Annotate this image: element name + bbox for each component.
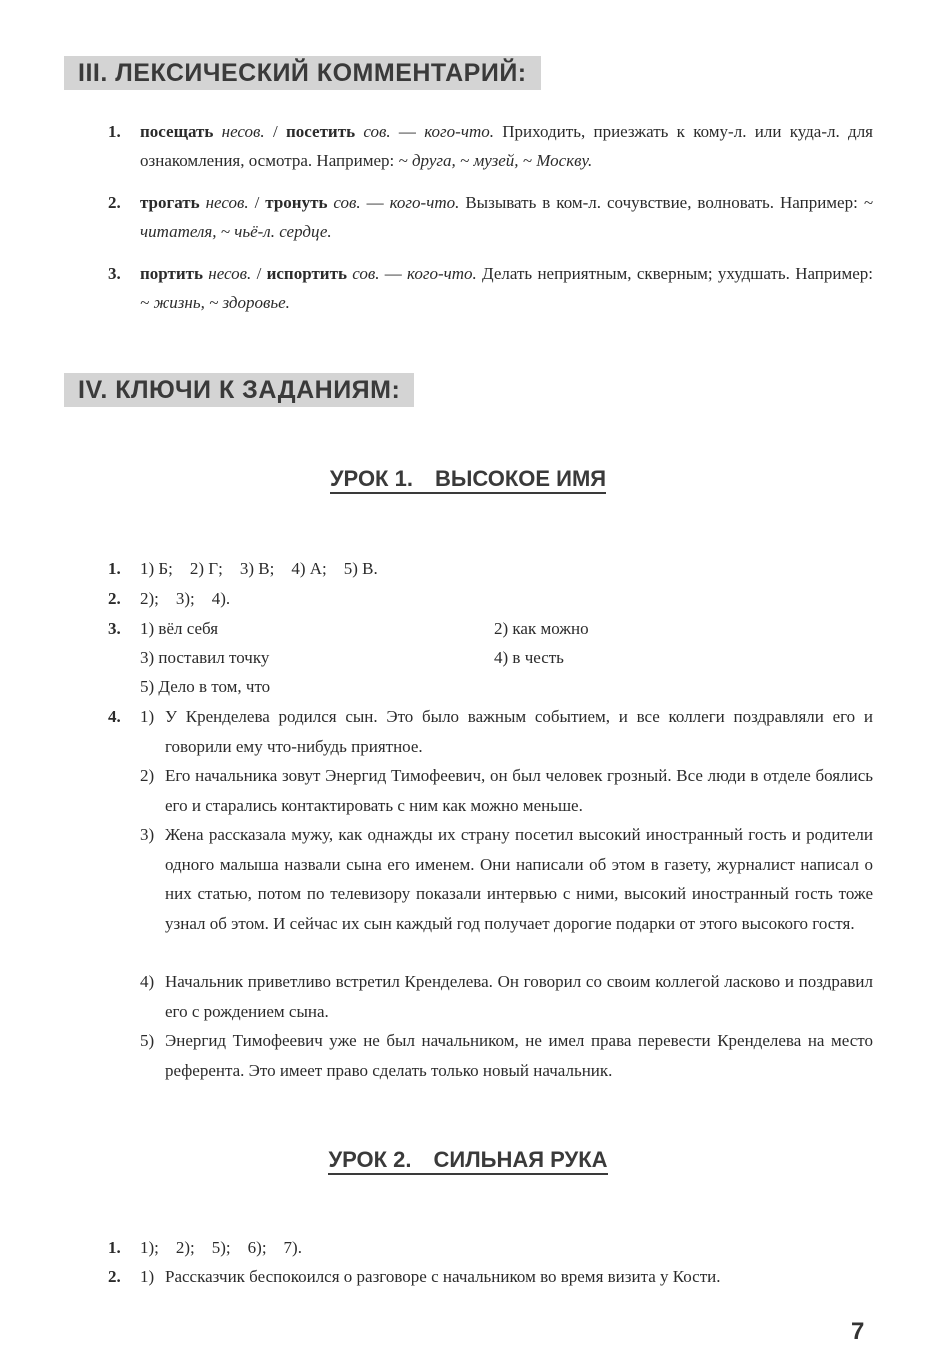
sub-number: 3) (140, 825, 155, 844)
sub-text: У Кренделева родился сын. Это было важным событием, и все коллеги поздравляли его и говорили ему что-нибудь приятное. (165, 707, 873, 756)
answer-4-item (140, 1026, 873, 1085)
answer-number: 1. (108, 559, 121, 578)
headword: тронуть (265, 193, 328, 212)
lexical-entry (108, 188, 873, 246)
headword: трогать (140, 193, 200, 212)
examples: ~ жизнь, ~ здоровье. (140, 293, 290, 312)
sub-text: Начальник приветливо встретил Кренделева. Он говорил со своим коллегой ласково и поздравил его с рождением сына. (165, 972, 873, 1021)
answer-number: 4. (108, 707, 121, 726)
lesson-label: УРОК 2. (328, 1147, 411, 1175)
lesson-1-title (0, 466, 936, 492)
answer-4-item (140, 967, 873, 1026)
government: кого-что. (407, 264, 477, 283)
definition: Делать неприятным, скверным; ухудшать. Например: (476, 264, 874, 283)
lesson-2-title (0, 1147, 936, 1173)
aspect: несов. (221, 122, 265, 141)
headword: испортить (266, 264, 347, 283)
dash: — (390, 122, 425, 141)
answer-number: 1. (108, 1238, 121, 1257)
sub-number: 2) (140, 766, 155, 785)
answer-number: 2. (108, 1267, 121, 1286)
answer-number: 2. (108, 589, 121, 608)
entry-body (140, 188, 873, 246)
answer-1-text: 1); 2); 5); 6); 7). (140, 1238, 302, 1257)
lesson-name: ВЫСОКОЕ ИМЯ (434, 466, 607, 491)
answer-2-item (140, 1262, 873, 1292)
aspect: несов. (208, 264, 252, 283)
headword: портить (140, 264, 204, 283)
examples: ~ читателя, ~ чьё-л. сердце. (140, 193, 873, 241)
answer-3-item: 2) как можно (494, 619, 589, 638)
answer-1-text: 1) Б; 2) Г; 3) В; 4) А; 5) В. (140, 559, 378, 578)
government: кого-что. (424, 122, 494, 141)
answer-3-item: 3) поставил точку (140, 648, 270, 667)
answer-3-item: 4) в честь (494, 648, 564, 667)
page-number: 7 (851, 1318, 865, 1345)
sub-text: Его начальника зовут Энергид Тимофеевич, он был человек грозный. Все люди в отделе боялись его и старались контактировать с ним как можно меньше. (165, 766, 873, 815)
separator: / (248, 193, 266, 212)
headword: посещать (140, 122, 214, 141)
sub-number: 1) (140, 707, 155, 726)
aspect: сов. (363, 122, 391, 141)
answer-number: 3. (108, 619, 121, 638)
examples: ~ друга, ~ музей, ~ Москву. (398, 151, 593, 170)
sub-number: 1) (140, 1267, 155, 1286)
dash: — (360, 193, 390, 212)
headword: посетить (285, 122, 356, 141)
aspect: сов. (352, 264, 380, 283)
entry-body (140, 117, 873, 175)
lexical-entry (108, 259, 873, 317)
dash: — (379, 264, 408, 283)
entry-body (140, 259, 873, 317)
answer-3-item: 5) Дело в том, что (140, 677, 271, 696)
sub-text: Жена рассказала мужу, как однажды их страну посетил высокий иностранный гость и родители одного малыша назвали сына его именем. Они написали об этом в газету, журналист написал о них статью, потом по телевизору показали интервью с ними, высокий иностранный гость тоже узнал об этом. И сейчас их сын каждый год получает дорогие подарки от этого высокого гостя. (165, 825, 873, 933)
entry-number: 2. (108, 193, 121, 212)
definition: Приходить, приезжать к кому-л. или куда-л. для ознакомления, осмотра. Например: (140, 122, 873, 170)
answer-2-text: 2); 3); 4). (140, 589, 231, 608)
entry-number: 3. (108, 264, 121, 283)
separator: / (264, 122, 286, 141)
section-title-lexical-commentary: III. ЛЕКСИЧЕСКИЙ КОММЕНТАРИЙ: (64, 56, 541, 90)
definition: Вызывать в ком-л. сочувствие, волновать. Например: (459, 193, 864, 212)
sub-text: Рассказчик беспокоился о разговоре с начальником во время визита у Кости. (165, 1267, 721, 1286)
lesson-label: УРОК 1. (330, 466, 413, 494)
lexical-entry (108, 117, 873, 175)
sub-number: 5) (140, 1031, 155, 1050)
answer-4-item (140, 761, 873, 820)
answer-3-item: 1) вёл себя (140, 619, 219, 638)
section-title-answer-keys: IV. КЛЮЧИ К ЗАДАНИЯМ: (64, 373, 414, 407)
entry-number: 1. (108, 122, 121, 141)
aspect: несов. (205, 193, 249, 212)
answer-4-item (140, 820, 873, 938)
sub-text: Энергид Тимофеевич уже не был начальником, не имел права перевести Кренделева на место референта. Это имеет право сделать только новый начальник. (165, 1031, 873, 1080)
government: кого-что. (389, 193, 460, 212)
sub-number: 4) (140, 972, 155, 991)
answer-4-item (140, 702, 873, 761)
separator: / (251, 264, 267, 283)
lesson-name: СИЛЬНАЯ РУКА (433, 1147, 608, 1172)
aspect: сов. (333, 193, 361, 212)
